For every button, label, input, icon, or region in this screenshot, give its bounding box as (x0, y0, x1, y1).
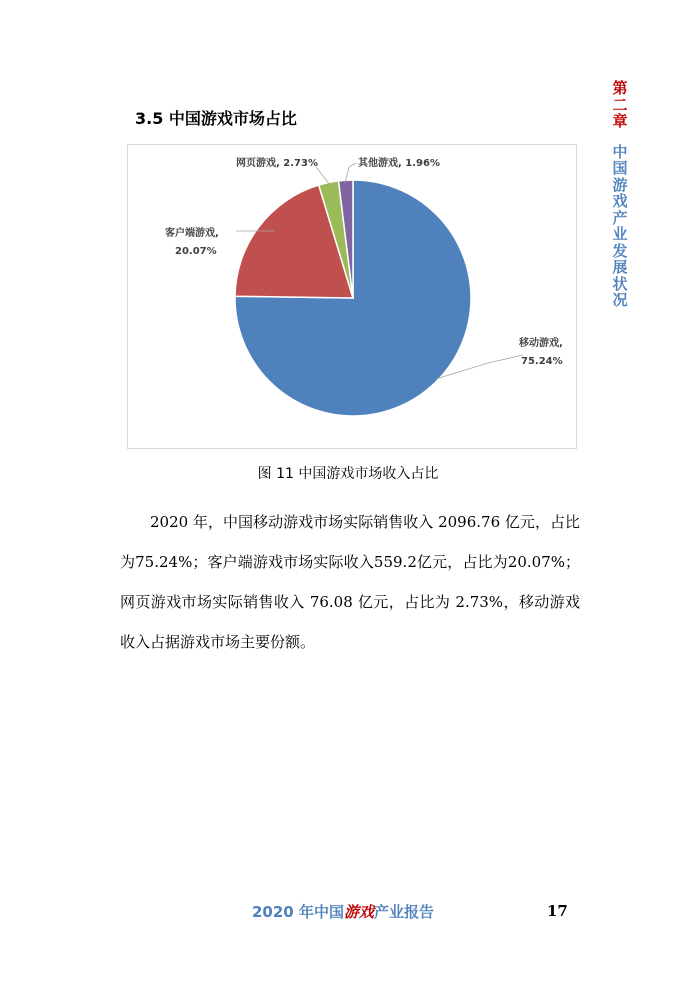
pie-chart-frame (127, 144, 577, 449)
label-web: 网页游戏, 2.73% (236, 158, 318, 169)
body-paragraph: 2020 年，中国移动游戏市场实际销售收入 2096.76 亿元，占比为75.24%；客户端游戏市场实际收入559.2亿元，占比为20.07%；网页游戏市场实际销售收入 76.08 亿元，占比为 2.73%，移动游戏收入占据游戏市场主要份额。 (120, 513, 580, 651)
chapter-char: 二 (612, 95, 628, 114)
chapter-subject-char: 状 (612, 274, 628, 293)
chapter-subject-char: 戏 (612, 192, 628, 210)
chapter-subject-char: 况 (612, 291, 628, 309)
figure-caption: 图 11 中国游戏市场收入占比 (257, 466, 439, 482)
pie-chart (128, 145, 578, 450)
chapter-subject-char: 业 (612, 225, 628, 243)
label-client-value: 20.07% (175, 246, 217, 257)
chapter-side-tab (611, 80, 629, 309)
page-number: 17 (547, 902, 568, 920)
label-mobile-name: 移动游戏, (519, 338, 563, 349)
chapter-subject-char: 中 (612, 142, 628, 161)
label-client-name: 客户端游戏, (165, 228, 219, 239)
chapter-subject-char: 发 (612, 241, 628, 260)
footer-title-suffix: 产业报告 (374, 903, 435, 921)
chapter-subject-char: 游 (612, 175, 628, 194)
label-other: 其他游戏, 1.96% (358, 158, 440, 169)
footer-title-highlight: 游戏 (343, 903, 374, 921)
chapter-subject-char: 产 (612, 208, 628, 227)
footer-title-prefix: 2020 年中国 (252, 903, 344, 921)
chapter-subject (612, 144, 627, 309)
chapter-char: 第 (612, 79, 628, 97)
chapter-char: 章 (612, 112, 628, 130)
section-title: 3.5 中国游戏市场占比 (135, 109, 297, 128)
chapter-subject-char: 国 (612, 159, 628, 177)
label-mobile-value: 75.24% (521, 356, 563, 367)
chapter-subject-char: 展 (612, 258, 628, 276)
footer-report-title (252, 901, 434, 922)
chapter-number (612, 80, 627, 130)
